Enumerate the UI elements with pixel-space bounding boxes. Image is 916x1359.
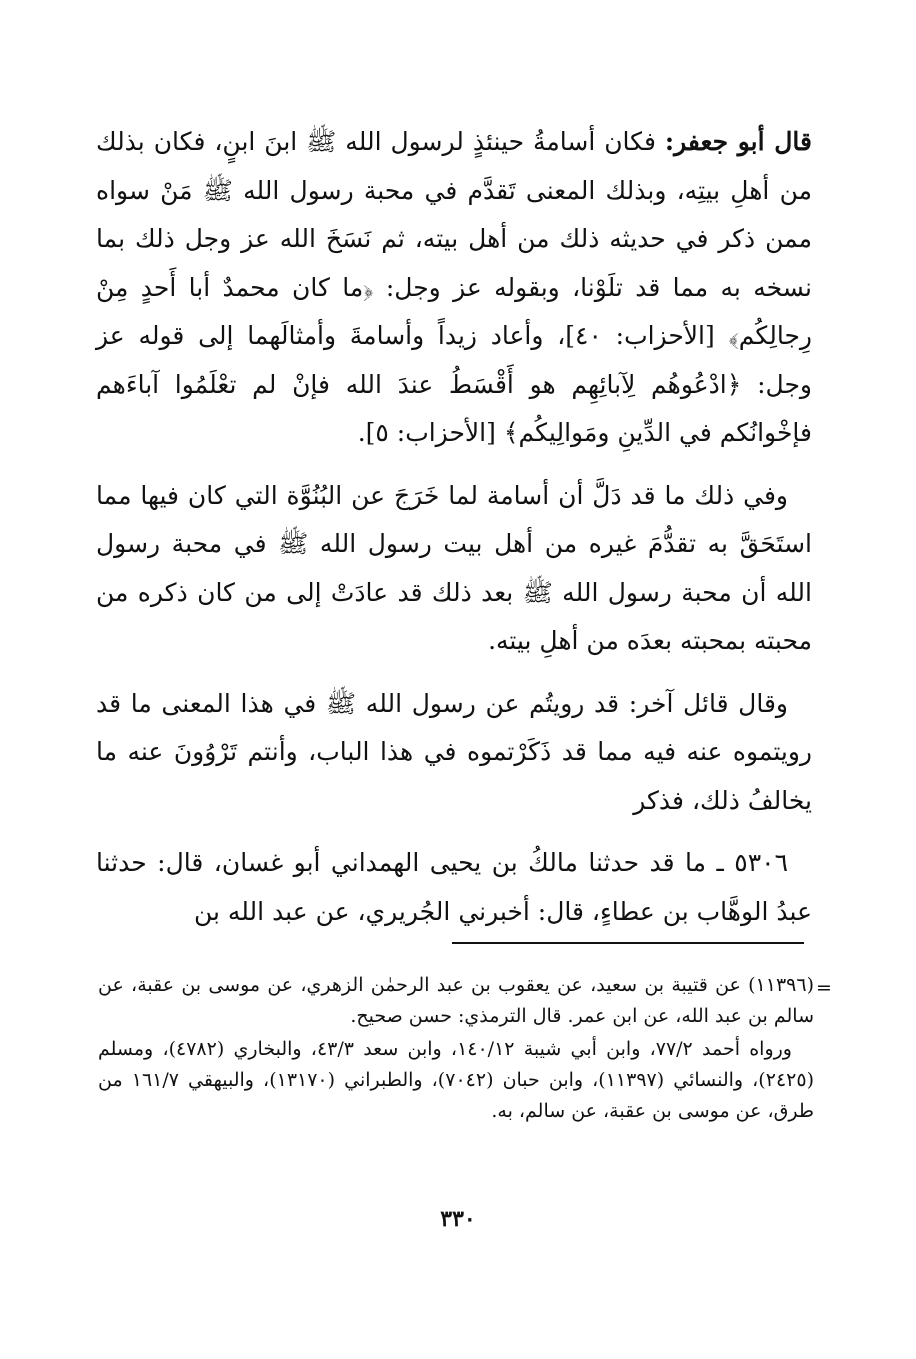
paragraph-1 <box>96 118 812 458</box>
footnote-2: ورواه أحمد ٧٧/٢، وابن أبي شيبة ١٤٠/١٢، وابن سعد ٤٣/٣، والبخاري (٤٧٨٢)، ومسلم (٢٤٢٥)، والنسائي (١١٣٩٧)، وابن حبان (٧٠٤٢)، والطبراني (١٣١٧٠)، والبيهقي ١٦١/٧ من طرق، عن موسى بن عقبة، عن سالم، به. <box>98 1038 814 1122</box>
page-number: ٣٣٠ <box>440 1206 476 1232</box>
footnotes <box>98 970 814 1129</box>
main-text <box>96 118 812 950</box>
footnote-separator <box>452 942 804 944</box>
paragraph-2: وفي ذلك ما قد دَلَّ أن أسامة لما خَرَجَ عن البُنُوَّة التي كان فيها مما استَحَقَّ به تقدُّمَ غيره من أهل بيت رسول الله ﷺ في محبة رسول الله أن محبة رسول الله ﷺ بعد ذلك قد عادَتْ إلى من كان ذكره من محبته بمحبته بعدَه من أهلِ بيته. <box>96 480 812 655</box>
footnote-1: (١١٣٩٦) عن قتيبة بن سعيد، عن يعقوب بن عبد الرحمٰن الزهري، عن موسى بن عقبة، عن سالم بن عبد الله، عن ابن عمر. قال الترمذي: حسن صحيح. <box>98 974 814 1027</box>
paragraph-3: وقال قائل آخر: قد رويتُم عن رسول الله ﷺ في هذا المعنى ما قد رويتموه عنه فيه مما قد ذَكَرْتموه في هذا الباب، وأنتم تَرْوُونَ عنه ما يخالفُ ذلك، فذكر <box>96 688 812 815</box>
paragraph-lead: قال أبو جعفر: <box>664 127 812 156</box>
footnote-continuation-mark: = <box>816 977 832 999</box>
hadith-5306: ٥٣٠٦ ـ ما قد حدثنا مالكُ بن يحيى الهمداني أبو غسان، قال: حدثنا عبدُ الوهَّاب بن عطاءٍ، قال: أخبرني الجُريري، عن عبد الله بن <box>96 848 812 926</box>
paragraph-1-text: فكان أسامةُ حينئذٍ لرسول الله ﷺ ابنَ ابنٍ، فكان بذلك من أهلِ بيتِه، وبذلك المعنى تَقدَّم في محبة رسول الله ﷺ مَنْ سواه ممن ذكر في حديثه ذلك من أهل بيته، ثم نَسَخَ الله عز وجل ذلك بما نسخه به مما قد تلَوْنا، وبقوله عز وجل: ﴿ما كان محمدٌ أبا أَحدٍ مِنْ رِجالِكُم﴾ [الأحزاب: ٤٠]، وأعاد زيداً وأسامةَ وأمثالَهما إلى قوله عز وجل: ﴿ادْعُوهُم لِآبائِهِم هو أَقْسَطُ عندَ الله فإنْ لم تعْلَمُوا آباءَهم فإخْوانُكم في الدِّينِ ومَوالِيكُم﴾ [الأحزاب: ٥]. <box>96 127 812 447</box>
